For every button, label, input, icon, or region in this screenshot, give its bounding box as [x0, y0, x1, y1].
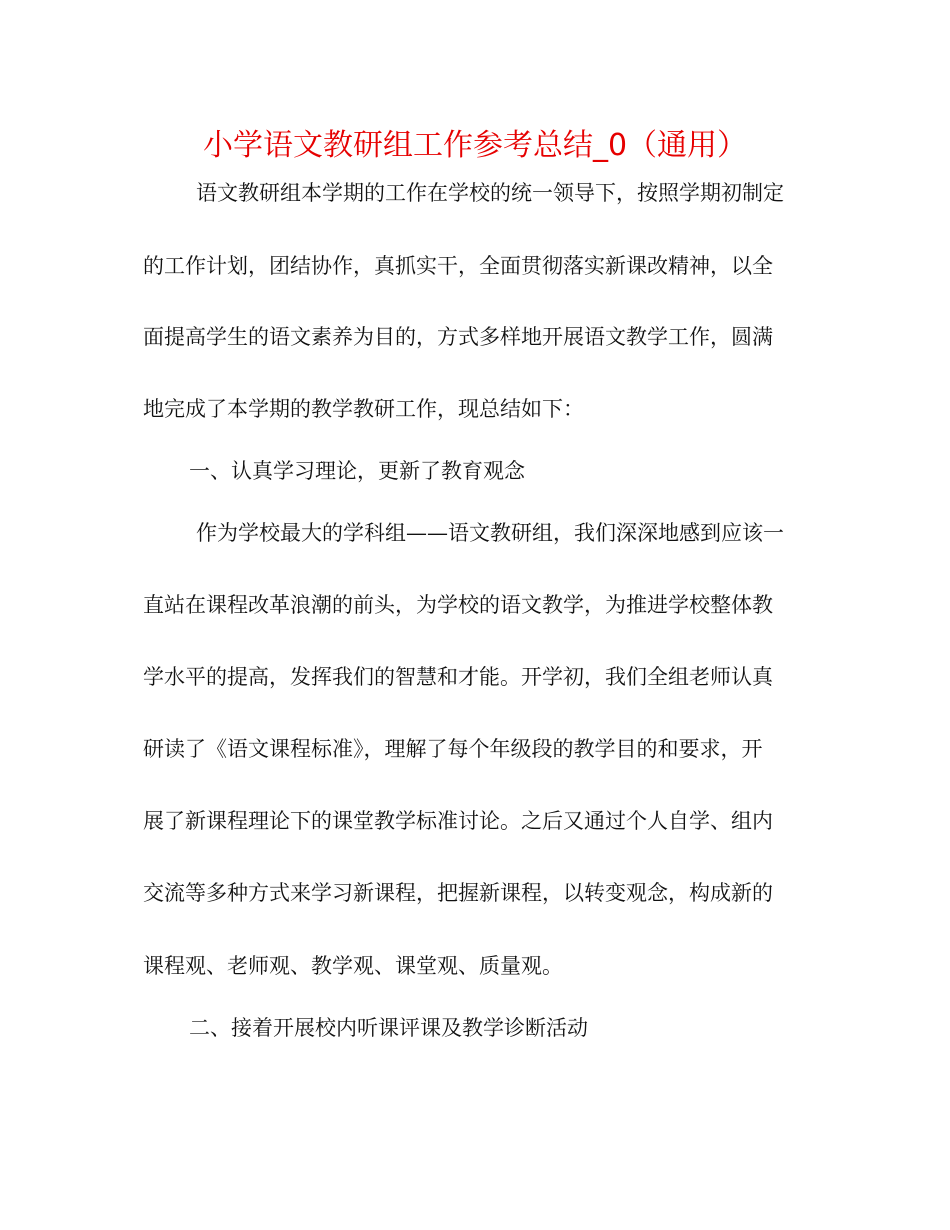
- paragraph-line: 展了新课程理论下的课堂教学标准讨论。之后又通过个人自学、组内: [143, 809, 773, 833]
- section-heading-1: 一、认真学习理论，更新了教育观念: [189, 459, 525, 483]
- paragraph-line: 的工作计划，团结协作，真抓实干，全面贯彻落实新课改精神，以全: [143, 254, 773, 278]
- paragraph-line: 作为学校最大的学科组——语文教研组，我们深深地感到应该一: [196, 521, 784, 545]
- paragraph-line: 学水平的提高，发挥我们的智慧和才能。开学初，我们全组老师认真: [143, 665, 773, 689]
- paragraph-line: 直站在课程改革浪潮的前头，为学校的语文教学，为推进学校整体教: [143, 593, 773, 617]
- document-title: 小学语文教研组工作参考总结_0（通用）: [202, 128, 748, 163]
- paragraph-line: 课程观、老师观、教学观、课堂观、质量观。: [143, 954, 563, 978]
- paragraph-line: 面提高学生的语文素养为目的，方式多样地开展语文教学工作，圆满: [143, 325, 773, 349]
- section-heading-2: 二、接着开展校内听课评课及教学诊断活动: [189, 1016, 588, 1040]
- paragraph-line: 语文教研组本学期的工作在学校的统一领导下，按照学期初制定: [196, 181, 784, 205]
- paragraph-line: 研读了《语文课程标准》，理解了每个年级段的教学目的和要求，开: [143, 737, 763, 761]
- paragraph-line: 交流等多种方式来学习新课程，把握新课程，以转变观念，构成新的: [143, 881, 773, 905]
- paragraph-line: 地完成了本学期的教学教研工作，现总结如下：: [143, 397, 584, 421]
